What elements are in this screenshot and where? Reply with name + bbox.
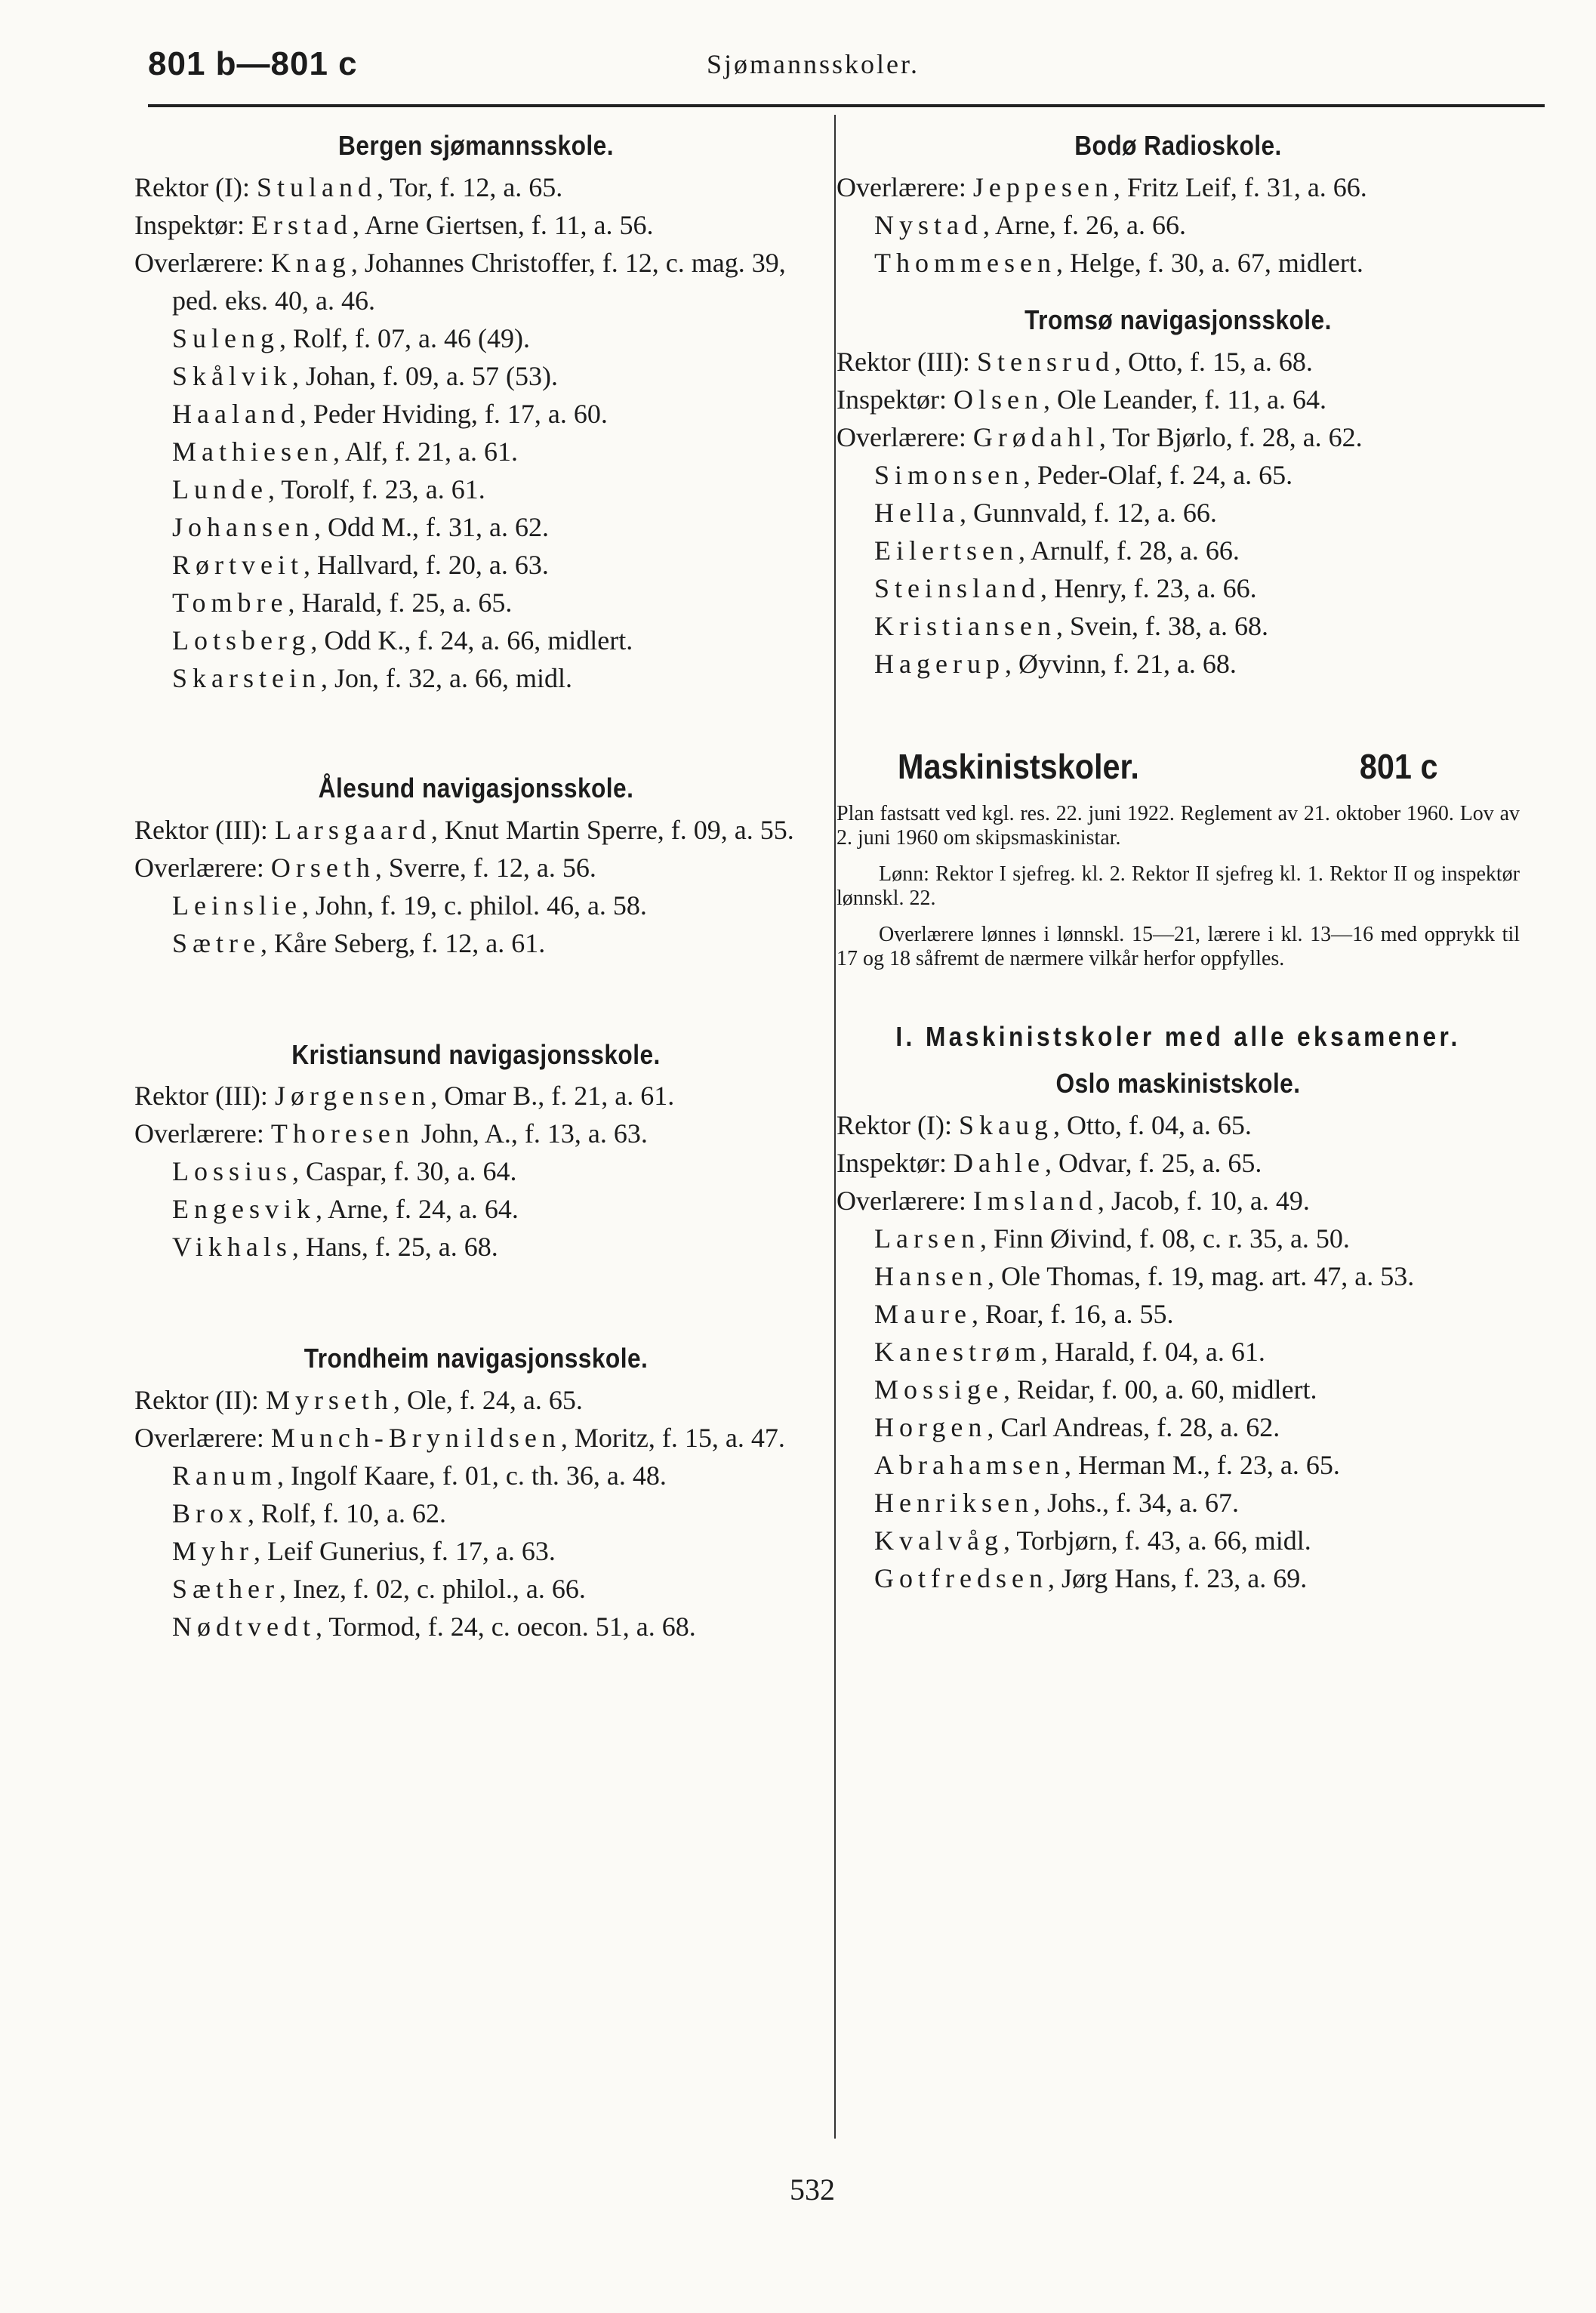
plan-note: Plan fastsatt ved kgl. res. 22. juni 1922. Reglement av 21. oktober 1960. Lov av 2. juni 1960 om skipsmaskinistar. — [837, 801, 1520, 850]
person-details: John, A., f. 13, a. 63. — [414, 1118, 648, 1149]
staff-entry — [134, 849, 818, 887]
staff-entry — [134, 924, 818, 962]
section-tromso — [837, 303, 1520, 683]
staff-entry — [134, 168, 818, 206]
person-surname: Imsland — [972, 1186, 1098, 1217]
person-details: , Torolf, f. 23, a. 61. — [267, 473, 485, 504]
role-label: Overlærere: — [134, 1118, 264, 1149]
person-surname: Larsen — [874, 1223, 980, 1254]
person-surname: Steinsland — [874, 572, 1040, 603]
person-details: , Peder Hviding, f. 17, a. 60. — [299, 398, 608, 429]
staff-entry — [134, 1190, 818, 1228]
staff-entry — [837, 456, 1520, 494]
header-rule — [148, 104, 1545, 107]
person-details: , Otto, f. 15, a. 68. — [1114, 346, 1313, 377]
staff-entry — [837, 1106, 1520, 1144]
person-surname: Simonsen — [874, 459, 1024, 490]
person-details: , Carl Andreas, f. 28, a. 62. — [987, 1412, 1280, 1443]
person-surname: Skålvik — [172, 360, 293, 391]
person-surname: Mathiesen — [172, 436, 333, 467]
person-details: , Rolf, f. 10, a. 62. — [248, 1498, 446, 1529]
person-surname: Johansen — [172, 511, 314, 542]
person-details: , Arnulf, f. 28, a. 66. — [1018, 535, 1240, 566]
person-surname: Myhr — [172, 1536, 254, 1567]
person-surname: Eilertsen — [874, 535, 1018, 566]
person-details: , Ole Thomas, f. 19, mag. art. 47, a. 53. — [987, 1261, 1415, 1292]
section-alesund — [134, 771, 818, 962]
person-surname: Henriksen — [874, 1488, 1034, 1519]
person-details: , Sverre, f. 12, a. 56. — [374, 852, 596, 883]
staff-entry — [134, 811, 818, 849]
person-details: , John, f. 19, c. philol. 46, a. 58. — [301, 890, 647, 921]
person-details: , Tor Bjørlo, f. 28, a. 62. — [1098, 421, 1363, 452]
role-label: Overlærere: — [837, 1186, 966, 1217]
person-surname: Munch-Brynildsen — [270, 1423, 561, 1454]
staff-entry — [134, 508, 818, 546]
staff-entry — [837, 1446, 1520, 1484]
person-details: , Johs., f. 34, a. 67. — [1033, 1488, 1239, 1519]
person-surname: Kanestrøm — [874, 1337, 1041, 1368]
staff-entry — [134, 1570, 818, 1608]
person-surname: Grødahl — [972, 421, 1099, 452]
staff-entry — [134, 470, 818, 508]
person-surname: Mossige — [874, 1374, 1004, 1405]
person-surname: Skaug — [958, 1110, 1053, 1141]
person-details: , Arne Giertsen, f. 11, a. 56. — [352, 209, 654, 240]
maskinist-title: Maskinistskoler. — [898, 746, 1139, 786]
staff-entry — [134, 1494, 818, 1532]
staff-entry — [837, 1182, 1520, 1220]
person-surname: Kvalvåg — [874, 1525, 1003, 1556]
role-label: Rektor (I): — [134, 171, 250, 202]
role-label: Overlærere: — [134, 852, 264, 883]
person-details: , Tormod, f. 24, c. oecon. 51, a. 68. — [315, 1611, 696, 1642]
person-surname: Orseth — [270, 852, 375, 883]
person-surname: Kristiansen — [874, 610, 1056, 641]
staff-entry — [837, 1484, 1520, 1522]
person-details: , Øyvinn, f. 21, a. 68. — [1004, 648, 1237, 679]
person-details: , Caspar, f. 30, a. 64. — [292, 1156, 517, 1187]
staff-entry — [134, 887, 818, 924]
section-title: Oslo maskinistskole. — [1055, 1068, 1301, 1099]
person-surname: Stensrud — [976, 346, 1114, 377]
person-details: , Jørg Hans, f. 23, a. 69. — [1047, 1563, 1308, 1594]
person-details: , Otto, f. 04, a. 65. — [1052, 1110, 1252, 1141]
person-surname: Jørgensen — [274, 1081, 431, 1112]
person-surname: Gotfredsen — [874, 1563, 1048, 1594]
person-details: , Finn Øivind, f. 08, c. r. 35, a. 50. — [979, 1223, 1350, 1254]
staff-entry — [134, 1077, 818, 1115]
person-details: , Hallvard, f. 20, a. 63. — [303, 549, 549, 580]
person-details: , Torbjørn, f. 43, a. 66, midl. — [1003, 1525, 1311, 1556]
person-details: , Alf, f. 21, a. 61. — [332, 436, 518, 467]
person-details: , Ingolf Kaare, f. 01, c. th. 36, a. 48. — [277, 1460, 667, 1491]
staff-entry — [837, 1333, 1520, 1371]
person-details: , Gunnvald, f. 12, a. 66. — [959, 497, 1217, 528]
column-divider — [834, 115, 836, 2139]
role-label: Rektor (I): — [837, 1110, 952, 1141]
person-details: , Odd K., f. 24, a. 66, midlert. — [310, 625, 633, 655]
role-label: Overlærere: — [134, 247, 264, 278]
staff-entry — [134, 1381, 818, 1419]
person-surname: Leinslie — [172, 890, 302, 921]
person-surname: Sæther — [172, 1574, 280, 1605]
role-label: Inspektør: — [134, 209, 245, 240]
person-surname: Hagerup — [874, 648, 1005, 679]
staff-entry — [837, 1295, 1520, 1333]
staff-entry — [837, 1559, 1520, 1597]
person-details: , Helge, f. 30, a. 67, midlert. — [1055, 247, 1363, 278]
person-surname: Hella — [874, 497, 960, 528]
person-surname: Ranum — [172, 1460, 277, 1491]
staff-entry — [134, 546, 818, 584]
staff-entry — [134, 1532, 818, 1570]
section-bodo — [837, 128, 1520, 282]
section-title-all-exams: I. Maskinistskoler med alle eksamener. — [895, 1020, 1461, 1052]
staff-entry — [837, 381, 1520, 418]
staff-entry — [837, 1144, 1520, 1182]
person-surname: Nystad — [874, 209, 983, 240]
section-bergen — [134, 128, 818, 697]
person-details: , Kåre Seberg, f. 12, a. 61. — [260, 927, 546, 958]
person-details: , Jon, f. 32, a. 66, midl. — [320, 662, 572, 693]
person-details: , Rolf, f. 07, a. 46 (49). — [279, 322, 530, 353]
person-surname: Dahle — [953, 1148, 1045, 1179]
role-label: Inspektør: — [837, 384, 947, 415]
role-label: Rektor (III): — [134, 1081, 268, 1112]
section-title: Ålesund navigasjonsskole. — [318, 772, 634, 803]
person-surname: Hansen — [874, 1261, 987, 1292]
person-surname: Maure — [874, 1299, 972, 1330]
person-surname: Jeppesen — [972, 171, 1114, 202]
staff-entry — [837, 343, 1520, 381]
staff-entry — [837, 1257, 1520, 1295]
person-details: , Jacob, f. 10, a. 49. — [1097, 1186, 1310, 1217]
person-surname: Skarstein — [172, 662, 321, 693]
person-details: , Tor, f. 12, a. 65. — [376, 171, 563, 202]
person-details: , Peder-Olaf, f. 24, a. 65. — [1024, 459, 1293, 490]
person-details: , Ole Leander, f. 11, a. 64. — [1043, 384, 1327, 415]
person-surname: Rørtveit — [172, 549, 303, 580]
right-column — [837, 128, 1520, 1597]
page-header — [148, 45, 1545, 98]
person-surname: Myrseth — [265, 1385, 393, 1416]
person-surname: Sætre — [172, 927, 261, 958]
staff-entry — [837, 1408, 1520, 1446]
person-surname: Knag — [270, 247, 351, 278]
person-details: , Herman M., f. 23, a. 65. — [1064, 1450, 1340, 1481]
teacher-salary-note: Overlærere lønnes i lønnskl. 15—21, lærere i kl. 13—16 med opprykk til 17 og 18 såfremt de nærmere vilkår herfor oppfylles. — [837, 922, 1520, 970]
person-details: , Odvar, f. 25, a. 65. — [1044, 1148, 1262, 1179]
person-surname: Suleng — [172, 322, 280, 353]
person-surname: Haaland — [172, 398, 300, 429]
person-surname: Erstad — [251, 209, 353, 240]
person-surname: Horgen — [874, 1412, 987, 1443]
staff-entry — [837, 418, 1520, 456]
person-surname: Vikhals — [172, 1232, 292, 1263]
person-details: , Arne, f. 24, a. 64. — [315, 1194, 519, 1225]
role-label: Rektor (III): — [134, 814, 268, 845]
person-surname: Larsgaard — [274, 814, 431, 845]
staff-entry — [134, 244, 818, 319]
staff-entry — [837, 1220, 1520, 1257]
person-surname: Engesvik — [172, 1194, 316, 1225]
staff-entry — [134, 433, 818, 470]
section-oslo — [837, 1066, 1520, 1597]
staff-entry — [134, 1457, 818, 1494]
role-label: Overlærere: — [837, 171, 966, 202]
staff-entry — [134, 1152, 818, 1190]
role-label: Inspektør: — [837, 1148, 947, 1179]
person-surname: Tombre — [172, 587, 288, 618]
staff-entry — [837, 607, 1520, 645]
person-details: , Henry, f. 23, a. 66. — [1040, 572, 1257, 603]
role-label: Rektor (II): — [134, 1385, 259, 1416]
person-details: , Hans, f. 25, a. 68. — [291, 1232, 498, 1263]
person-details: , Harald, f. 04, a. 61. — [1040, 1337, 1265, 1368]
section-title: Trondheim navigasjonsskole. — [303, 1343, 649, 1374]
staff-entry — [837, 569, 1520, 607]
person-surname: Stuland — [256, 171, 377, 202]
page-number: 532 — [790, 2173, 835, 2207]
person-surname: Lunde — [172, 473, 268, 504]
staff-entry — [134, 1419, 818, 1457]
staff-entry — [134, 1608, 818, 1645]
person-surname: Olsen — [953, 384, 1043, 415]
staff-entry — [837, 1522, 1520, 1559]
staff-entry — [837, 532, 1520, 569]
left-column — [134, 128, 818, 1645]
staff-entry — [134, 319, 818, 357]
staff-entry — [134, 395, 818, 433]
person-details: , Moritz, f. 15, a. 47. — [560, 1423, 785, 1454]
person-details: , Harald, f. 25, a. 65. — [288, 587, 513, 618]
person-details: , Reidar, f. 00, a. 60, midlert. — [1003, 1374, 1317, 1405]
staff-entry — [134, 206, 818, 244]
staff-entry — [134, 659, 818, 697]
person-details: , Johan, f. 09, a. 57 (53). — [292, 360, 558, 391]
section-code: 801 b—801 c — [148, 45, 358, 82]
person-details: , Inez, f. 02, c. philol., a. 66. — [279, 1574, 586, 1605]
person-details: , Omar B., f. 21, a. 61. — [430, 1081, 675, 1112]
staff-entry — [134, 1228, 818, 1266]
person-surname: Brox — [172, 1498, 248, 1529]
salary-note: Lønn: Rektor I sjefreg. kl. 2. Rektor II sjefreg kl. 1. Rektor II og inspektør lønnskl. 22. — [837, 862, 1520, 910]
staff-entry — [837, 206, 1520, 244]
person-surname: Thommesen — [874, 247, 1056, 278]
running-title: Sjømannsskoler. — [707, 49, 920, 79]
section-title: Kristiansund navigasjonsskole. — [291, 1038, 661, 1070]
person-details: , Svein, f. 38, a. 68. — [1055, 610, 1268, 641]
maskinist-code: 801 c — [1359, 746, 1438, 786]
section-title: Bodø Radioskole. — [1074, 130, 1282, 161]
staff-entry — [837, 645, 1520, 683]
person-details: , Johannes Christoffer, f. 12, c. mag. 39, ped. eks. 40, a. 46. — [172, 247, 786, 316]
person-details: , Roar, f. 16, a. 55. — [971, 1299, 1174, 1330]
role-label: Overlærere: — [837, 421, 966, 452]
role-label: Overlærere: — [134, 1423, 264, 1454]
staff-entry — [134, 584, 818, 621]
section-title: Bergen sjømannsskole. — [338, 130, 614, 161]
person-details: , Leif Gunerius, f. 17, a. 63. — [254, 1536, 556, 1567]
role-label: Rektor (III): — [837, 346, 970, 377]
staff-entry — [134, 621, 818, 659]
person-surname: Nødtvedt — [172, 1611, 316, 1642]
person-details: , Arne, f. 26, a. 66. — [983, 209, 1186, 240]
staff-entry — [837, 244, 1520, 282]
person-details: , Ole, f. 24, a. 65. — [393, 1385, 583, 1416]
staff-entry — [837, 494, 1520, 532]
staff-entry — [134, 1115, 818, 1152]
staff-entry — [134, 357, 818, 395]
person-surname: Lotsberg — [172, 625, 311, 655]
section-trondheim — [134, 1341, 818, 1645]
person-surname: Abrahamsen — [874, 1450, 1065, 1481]
person-details: , Fritz Leif, f. 31, a. 66. — [1113, 171, 1367, 202]
section-title: Tromsø navigasjonsskole. — [1024, 304, 1332, 335]
maskinist-heading — [837, 746, 1452, 787]
staff-entry — [837, 168, 1520, 206]
person-details: , Knut Martin Sperre, f. 09, a. 55. — [430, 814, 794, 845]
person-surname: Thoresen — [270, 1118, 414, 1149]
staff-entry — [837, 1371, 1520, 1408]
section-kristiansund — [134, 1038, 818, 1266]
person-details: , Odd M., f. 31, a. 62. — [313, 511, 549, 542]
person-surname: Lossius — [172, 1156, 293, 1187]
